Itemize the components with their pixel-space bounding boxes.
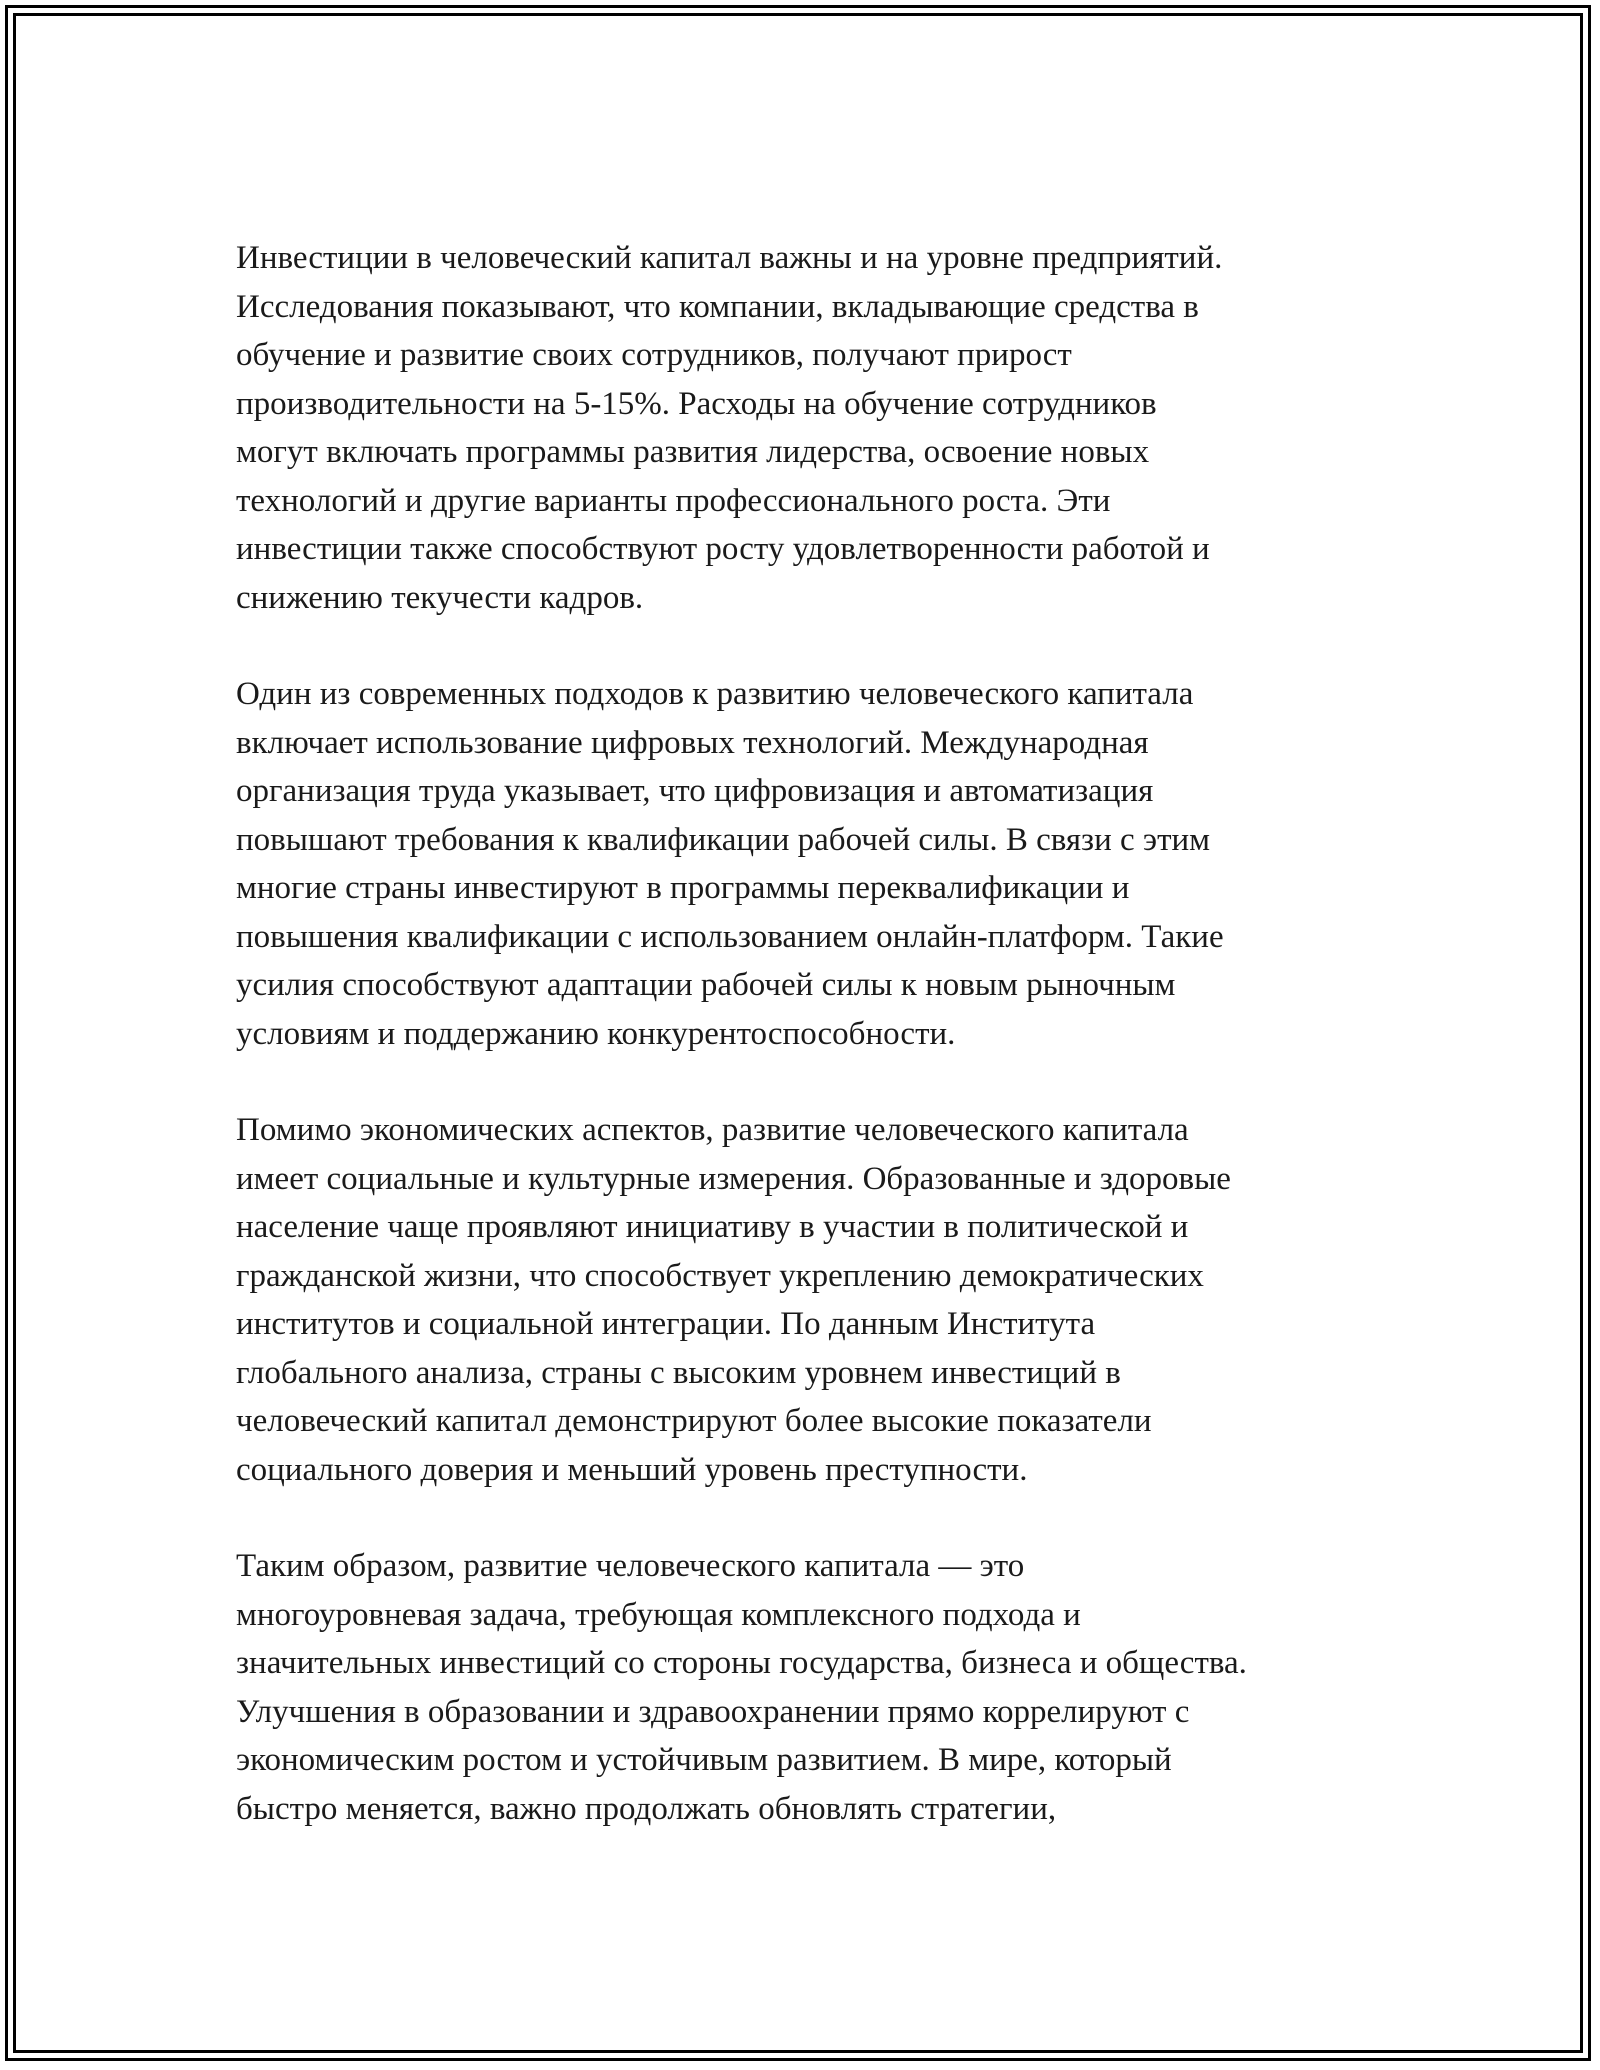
text-line: гражданской жизни, что способствует укреплению демократических [236,1257,1204,1294]
text-line: Исследования показывают, что компании, вкладывающие средства в [236,288,1199,325]
text-line: многоуровневая задача, требующая комплексного подхода и [236,1596,1081,1633]
text-line: условиям и поддержанию конкурентоспособности. [236,1015,956,1052]
document-body [236,234,1416,1881]
text-line: Помимо экономических аспектов, развитие человеческого капитала [236,1112,1189,1148]
text-line: институтов и социальной интеграции. По данным Института [236,1306,1096,1342]
text-line: быстро меняется, важно продолжать обновлять стратегии, [236,1790,1057,1827]
text-line: производительности на 5-15%. Расходы на обучение сотрудников [236,385,1157,422]
text-line: технологий и другие варианты профессионального роста. Эти [236,482,1111,519]
text-line: могут включать программы развития лидерства, освоение новых [236,434,1150,470]
text-line: обучение и развитие своих сотрудников, получают прирост [236,337,1072,373]
text-line: имеет социальные и культурные измерения. Образованные и здоровые [236,1160,1231,1197]
text-line: инвестиции также способствуют росту удовлетворенности работой и [236,531,1210,567]
text-line: социального доверия и меньший уровень преступности. [236,1451,1028,1488]
text-line: Улучшения в образовании и здравоохранении прямо коррелируют с [236,1693,1190,1730]
text-line: снижению текучести кадров. [236,579,644,616]
text-line: человеческий капитал демонстрируют более высокие показатели [236,1403,1152,1439]
text-line: экономическим ростом и устойчивым развитием. В мире, который [236,1742,1172,1778]
text-line: Один из современных подходов к развитию человеческого капитала [236,676,1194,712]
text-line: Инвестиции в человеческий капитал важны и на уровне предприятий. [236,240,1223,276]
text-line: глобального анализа, страны с высоким уровнем инвестиций в [236,1354,1121,1391]
paragraph-2 [236,670,1416,1058]
text-line: включает использование цифровых технологий. Международная [236,724,1149,761]
text-line: усилия способствуют адаптации рабочей силы к новым рыночным [236,967,1176,1003]
text-line: население чаще проявляют инициативу в участии в политической и [236,1209,1189,1245]
text-line: повышают требования к квалификации рабочей силы. В связи с этим [236,821,1211,858]
text-line: значительных инвестиций со стороны государства, бизнеса и общества. [236,1645,1247,1681]
paragraph-3 [236,1106,1416,1494]
paragraph-4 [236,1542,1416,1833]
text-line: повышения квалификации с использованием онлайн-платформ. Такие [236,918,1224,955]
paragraph-1 [236,234,1416,622]
text-line: Таким образом, развитие человеческого капитала — это [236,1548,1025,1584]
text-line: организация труда указывает, что цифровизация и автоматизация [236,773,1154,809]
text-line: многие страны инвестируют в программы переквалификации и [236,870,1130,906]
